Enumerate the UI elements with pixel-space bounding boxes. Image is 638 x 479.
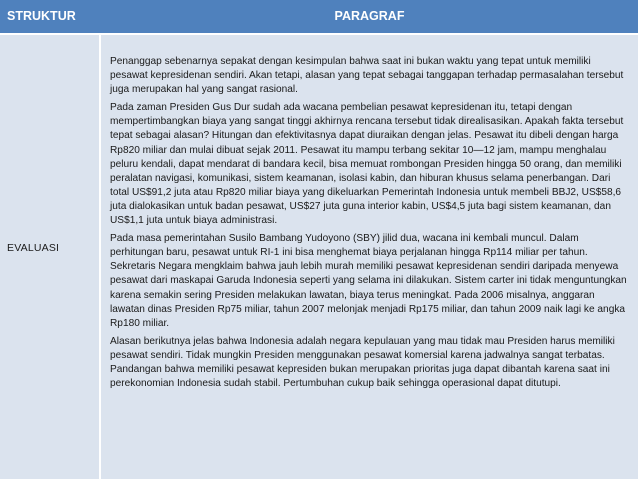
evaluasi-label: EVALUASI (7, 242, 60, 254)
paragraph-1: Penanggap sebenarnya sepakat dengan kesimpulan bahwa saat ini bukan waktu yang tepat untuk memiliki pesawat kepresidenan sendiri. Akan tetapi, alasan yang tepat sebagai tanggapan terhadap permasalahan tersebut juga merupakan hal yang sangat rasional. (110, 56, 624, 96)
paragraf-cell (101, 35, 638, 479)
header-struktur: STRUKTUR (7, 9, 76, 23)
table-header (0, 0, 638, 35)
struktur-cell (0, 35, 101, 479)
table-row (0, 35, 638, 479)
paragraph-3: Pada masa pemerintahan Susilo Bambang Yudoyono (SBY) jilid dua, wacana ini kembali muncul. Dalam perhitungan baru, pesawat untuk RI-1 ini bisa menghemat biaya perjalanan hingga Rp114 miliar per tahun. Sekretaris Negara mengklaim bahwa jauh lebih murah memiliki pesawat kepresidenan sendiri daripada menyewa pesawat dari maskapai Garuda Indonesia seperti yang selama ini dilakukan. Sistem carter ini tidak menguntungkan karena semakin sering Presiden melakukan lawatan, biaya terus meningkat. Pada 2006 misalnya, anggaran lawatan dinas Presiden Rp75 miliar, tahun 2007 melonjak menjadi Rp175 miliar, dan tahun 2009 naik lagi ke angka Rp180 miliar. (110, 233, 627, 329)
paragraph-4: Alasan berikutnya jelas bahwa Indonesia adalah negara kepulauan yang mau tidak mau Presiden harus memiliki pesawat sendiri. Tidak mungkin Presiden menggunakan pesawat komersial karena jadwalnya sangat terbatas. Pandangan bahwa memiliki pesawat kepresiden bukan merupakan prioritas juga dapat dibantah karena saat ini perekonomian Indonesia sudah stabil. Pertumbuhan cukup baik sehingga operasional dapat ditutupi. (110, 335, 615, 390)
paragraph-2: Pada zaman Presiden Gus Dur sudah ada wacana pembelian pesawat kepresidenan itu, tetapi dengan mempertimbangkan biaya yang sangat tinggi akhirnya rencana tersebut tidak direalisasikan. Apakah fakta tersebut tepat sebagai alasan? Hitungan dan efektivitasnya dapat diuraikan dengan jelas. Pesawat itu dibeli dengan harga Rp820 miliar dan mulai dibuat sejak 2011. Pesawat itu mampu terbang sekitar 10—12 jam, mampu menghalau peluru kendali, dapat mendarat di bandara kecil, bisa memuat rombongan Presiden hingga 50 orang, dan memiliki peralatan navigasi, komunikasi, sistem keamanan, isolasi kabin, dan hiburan khusus selama penerbangan. Dari total US$91,2 juta atau Rp820 miliar biaya yang dikeluarkan Pemerintah Indonesia untuk membeli BBJ2, US$58,6 juta dialokasikan untuk badan pesawat, US$27 juta guna interior kabin, US$4,5 juta bagi sistem keamanan, dan US$1,1 juta untuk biaya administrasi. (110, 102, 624, 227)
header-paragraf: PARAGRAF (334, 9, 405, 23)
